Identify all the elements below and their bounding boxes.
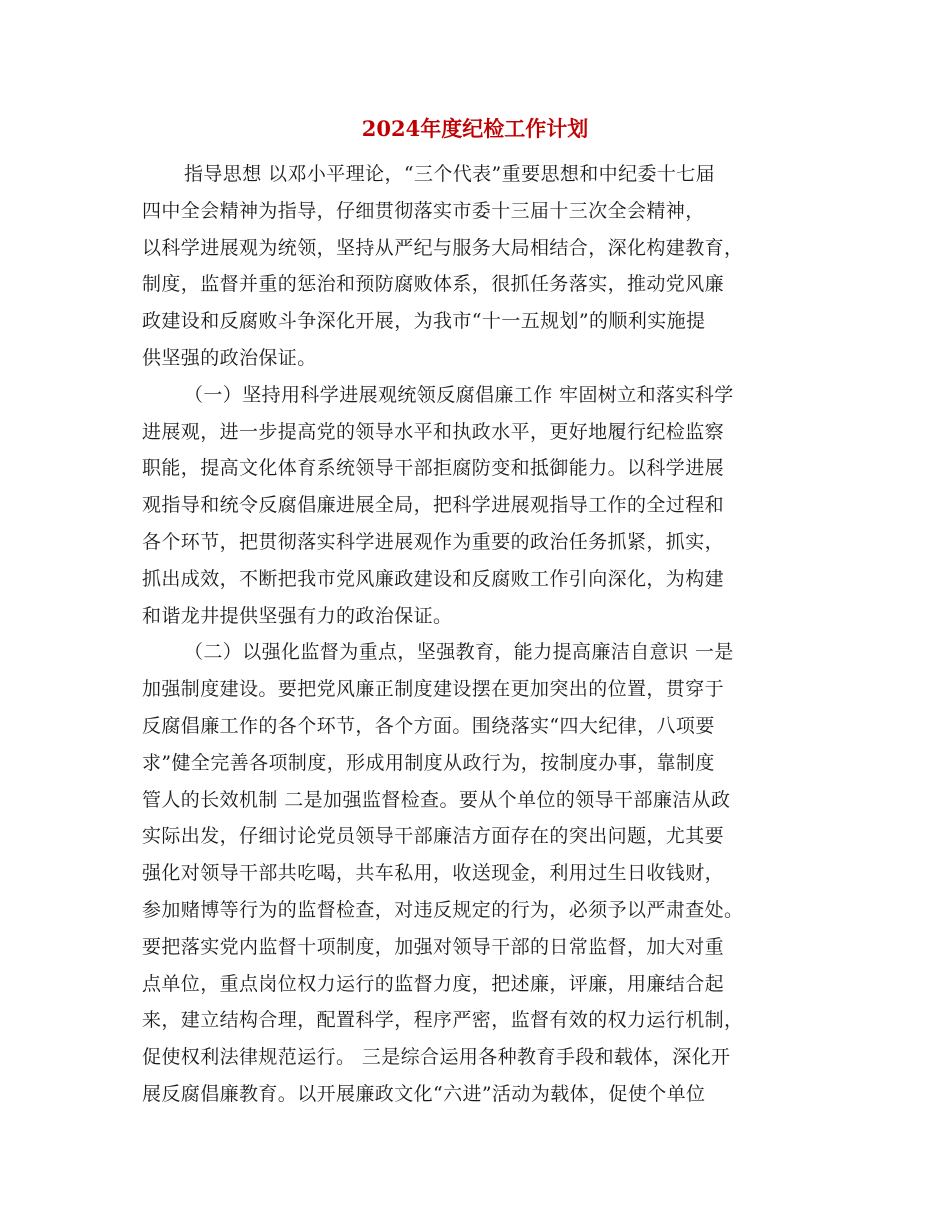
paragraph-line: （一）坚持用科学进展观统领反腐倡廉工作 牢固树立和落实科学 <box>184 383 734 406</box>
paragraph-line: 职能，提高文化体育系统领导干部拒腐防变和抵御能力。以科学进展 <box>142 457 725 480</box>
paragraph-line: 实际出发，仔细讨论党员领导干部廉洁方面存在的突出问题，尤其要 <box>142 825 725 848</box>
paragraph-line: （二）以强化监督为重点，坚强教育，能力提高廉洁自意识 一是 <box>184 641 734 664</box>
paragraph-line: 反腐倡廉工作的各个环节，各个方面。围绕落实“四大纪律，八项要 <box>142 714 715 737</box>
paragraph-line: 加强制度建设。要把党风廉正制度建设摆在更加突出的位置，贯穿于 <box>142 678 725 701</box>
paragraph-line: 政建设和反腐败斗争深化开展，为我市“十一五规划”的顺利实施提 <box>142 310 706 333</box>
paragraph-line: 指导思想 以邓小平理论，“三个代表”重要思想和中纪委十七届 <box>184 163 716 185</box>
paragraph-line: 管人的长效机制 二是加强监督检查。要从个单位的领导干部廉洁从政 <box>142 788 731 811</box>
paragraph-line: 要把落实党内监督十项制度，加强对领导干部的日常监督，加大对重 <box>142 935 725 958</box>
paragraph-line: 来，建立结构合理，配置科学，程序严密，监督有效的权力运行机制， <box>142 1009 744 1032</box>
paragraph-line: 和谐龙井提供坚强有力的政治保证。 <box>142 604 453 627</box>
paragraph-line: 促使权利法律规范运行。 三是综合运用各种教育手段和载体，深化开 <box>142 1046 731 1069</box>
paragraph-line: 点单位，重点岗位权力运行的监督力度，把述廉，评廉，用廉结合起 <box>142 972 725 995</box>
paragraph-line: 供坚强的政治保证。 <box>142 346 317 369</box>
paragraph-line: 制度，监督并重的惩治和预防腐败体系，很抓任务落实，推动党风廉 <box>142 273 725 296</box>
paragraph-line: 四中全会精神为指导，仔细贯彻落实市委十三届十三次全会精神， <box>142 199 705 222</box>
paragraph-line: 进展观，进一步提高党的领导水平和执政水平，更好地履行纪检监察 <box>142 420 725 443</box>
paragraph-line: 各个环节，把贯彻落实科学进展观作为重要的政治任务抓紧，抓实， <box>142 530 725 553</box>
paragraph-line: 展反腐倡廉教育。以开展廉政文化“六进”活动为载体，促使个单位 <box>142 1082 706 1105</box>
paragraph-line: 求”健全完善各项制度，形成用制度从政行为，按制度办事，靠制度 <box>142 751 715 774</box>
paragraph-line: 以科学进展观为统领，坚持从严纪与服务大局相结合，深化构建教育， <box>142 236 744 259</box>
document-body <box>142 156 812 1113</box>
paragraph-line: 观指导和统令反腐倡廉进展全局，把科学进展观指导工作的全过程和 <box>142 494 725 517</box>
paragraph-line: 强化对领导干部共吃喝，共车私用，收送现金，利用过生日收钱财， <box>142 862 725 885</box>
paragraph-line: 参加赌博等行为的监督检查，对违反规定的行为，必须予以严肃查处。 <box>142 898 744 921</box>
paragraph-line: 抓出成效，不断把我市党风廉政建设和反腐败工作引向深化，为构建 <box>142 567 725 590</box>
document-title: 2024年度纪检工作计划 <box>361 116 589 141</box>
